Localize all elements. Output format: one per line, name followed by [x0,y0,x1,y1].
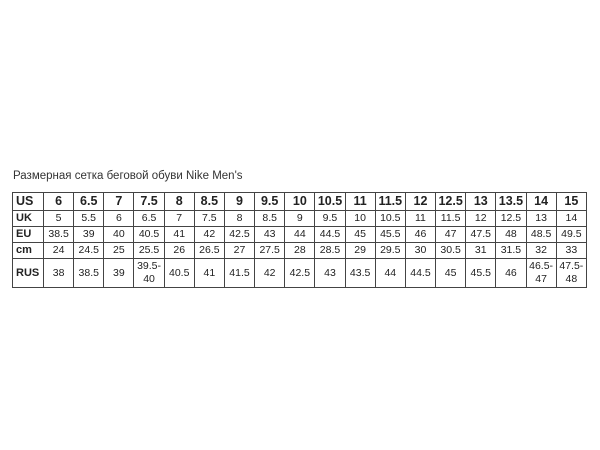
size-cell-uk: 14 [556,211,586,227]
size-cell-rus: 47.5- 48 [556,259,586,288]
size-cell-cm: 28 [285,243,315,259]
size-cell-us: 8.5 [194,193,224,211]
row-label-uk: UK [13,211,44,227]
size-cell-us: 8 [164,193,194,211]
size-cell-rus: 41.5 [224,259,254,288]
size-cell-cm: 24.5 [74,243,104,259]
size-cell-us: 10 [285,193,315,211]
size-cell-uk: 10.5 [375,211,405,227]
size-cell-rus: 38.5 [74,259,104,288]
size-cell-cm: 27 [224,243,254,259]
size-cell-rus: 42 [255,259,285,288]
size-cell-rus: 39.5- 40 [134,259,164,288]
size-cell-rus: 42.5 [285,259,315,288]
size-cell-uk: 6 [104,211,134,227]
size-cell-rus: 39 [104,259,134,288]
size-cell-rus: 45.5 [466,259,496,288]
size-chart-table [12,192,587,288]
size-cell-us: 13.5 [496,193,526,211]
size-cell-uk: 12 [466,211,496,227]
size-cell-rus: 40.5 [164,259,194,288]
size-cell-rus: 43 [315,259,345,288]
size-cell-cm: 30.5 [436,243,466,259]
size-cell-uk: 9.5 [315,211,345,227]
size-cell-cm: 28.5 [315,243,345,259]
size-cell-eu: 42.5 [224,227,254,243]
size-cell-rus: 38 [44,259,74,288]
size-cell-uk: 6.5 [134,211,164,227]
size-cell-uk: 11 [405,211,435,227]
size-cell-eu: 48 [496,227,526,243]
size-cell-rus: 46.5- 47 [526,259,556,288]
size-cell-uk: 12.5 [496,211,526,227]
size-cell-cm: 26.5 [194,243,224,259]
size-cell-uk: 7 [164,211,194,227]
size-cell-eu: 42 [194,227,224,243]
size-cell-cm: 25.5 [134,243,164,259]
size-row-eu [13,227,587,243]
size-cell-uk: 8 [224,211,254,227]
size-cell-us: 15 [556,193,586,211]
size-cell-us: 11 [345,193,375,211]
size-cell-rus: 44.5 [405,259,435,288]
row-label-us: US [13,193,44,211]
size-cell-us: 9 [224,193,254,211]
size-cell-rus: 44 [375,259,405,288]
size-cell-rus: 43.5 [345,259,375,288]
size-cell-eu: 44 [285,227,315,243]
page-title: Размерная сетка беговой обуви Nike Men's [13,170,243,182]
row-label-cm: cm [13,243,44,259]
size-cell-eu: 40.5 [134,227,164,243]
size-cell-uk: 5.5 [74,211,104,227]
size-row-uk [13,211,587,227]
size-cell-cm: 31.5 [496,243,526,259]
size-cell-rus: 46 [496,259,526,288]
size-cell-cm: 30 [405,243,435,259]
size-cell-cm: 29 [345,243,375,259]
size-cell-uk: 11.5 [436,211,466,227]
size-cell-us: 12 [405,193,435,211]
size-cell-cm: 33 [556,243,586,259]
size-cell-us: 6.5 [74,193,104,211]
size-cell-uk: 13 [526,211,556,227]
size-cell-us: 7.5 [134,193,164,211]
size-cell-eu: 47 [436,227,466,243]
size-cell-rus: 45 [436,259,466,288]
size-cell-eu: 43 [255,227,285,243]
size-cell-eu: 41 [164,227,194,243]
size-cell-us: 14 [526,193,556,211]
size-cell-us: 13 [466,193,496,211]
size-cell-eu: 45.5 [375,227,405,243]
size-cell-cm: 29.5 [375,243,405,259]
size-row-cm [13,243,587,259]
size-cell-us: 12.5 [436,193,466,211]
size-cell-uk: 7.5 [194,211,224,227]
size-cell-cm: 25 [104,243,134,259]
size-cell-cm: 24 [44,243,74,259]
size-cell-cm: 31 [466,243,496,259]
size-cell-us: 7 [104,193,134,211]
size-cell-us: 9.5 [255,193,285,211]
size-cell-cm: 27.5 [255,243,285,259]
size-cell-uk: 5 [44,211,74,227]
size-cell-rus: 41 [194,259,224,288]
size-cell-eu: 38.5 [44,227,74,243]
size-cell-us: 11.5 [375,193,405,211]
size-cell-us: 10.5 [315,193,345,211]
size-row-rus [13,259,587,288]
size-cell-eu: 44.5 [315,227,345,243]
size-cell-uk: 10 [345,211,375,227]
size-cell-eu: 45 [345,227,375,243]
size-cell-eu: 48.5 [526,227,556,243]
size-cell-us: 6 [44,193,74,211]
size-cell-eu: 39 [74,227,104,243]
size-row-us [13,193,587,211]
size-cell-cm: 32 [526,243,556,259]
row-label-eu: EU [13,227,44,243]
size-cell-eu: 49.5 [556,227,586,243]
size-cell-uk: 8.5 [255,211,285,227]
size-cell-eu: 40 [104,227,134,243]
size-cell-cm: 26 [164,243,194,259]
size-cell-uk: 9 [285,211,315,227]
size-cell-eu: 46 [405,227,435,243]
size-cell-eu: 47.5 [466,227,496,243]
row-label-rus: RUS [13,259,44,288]
